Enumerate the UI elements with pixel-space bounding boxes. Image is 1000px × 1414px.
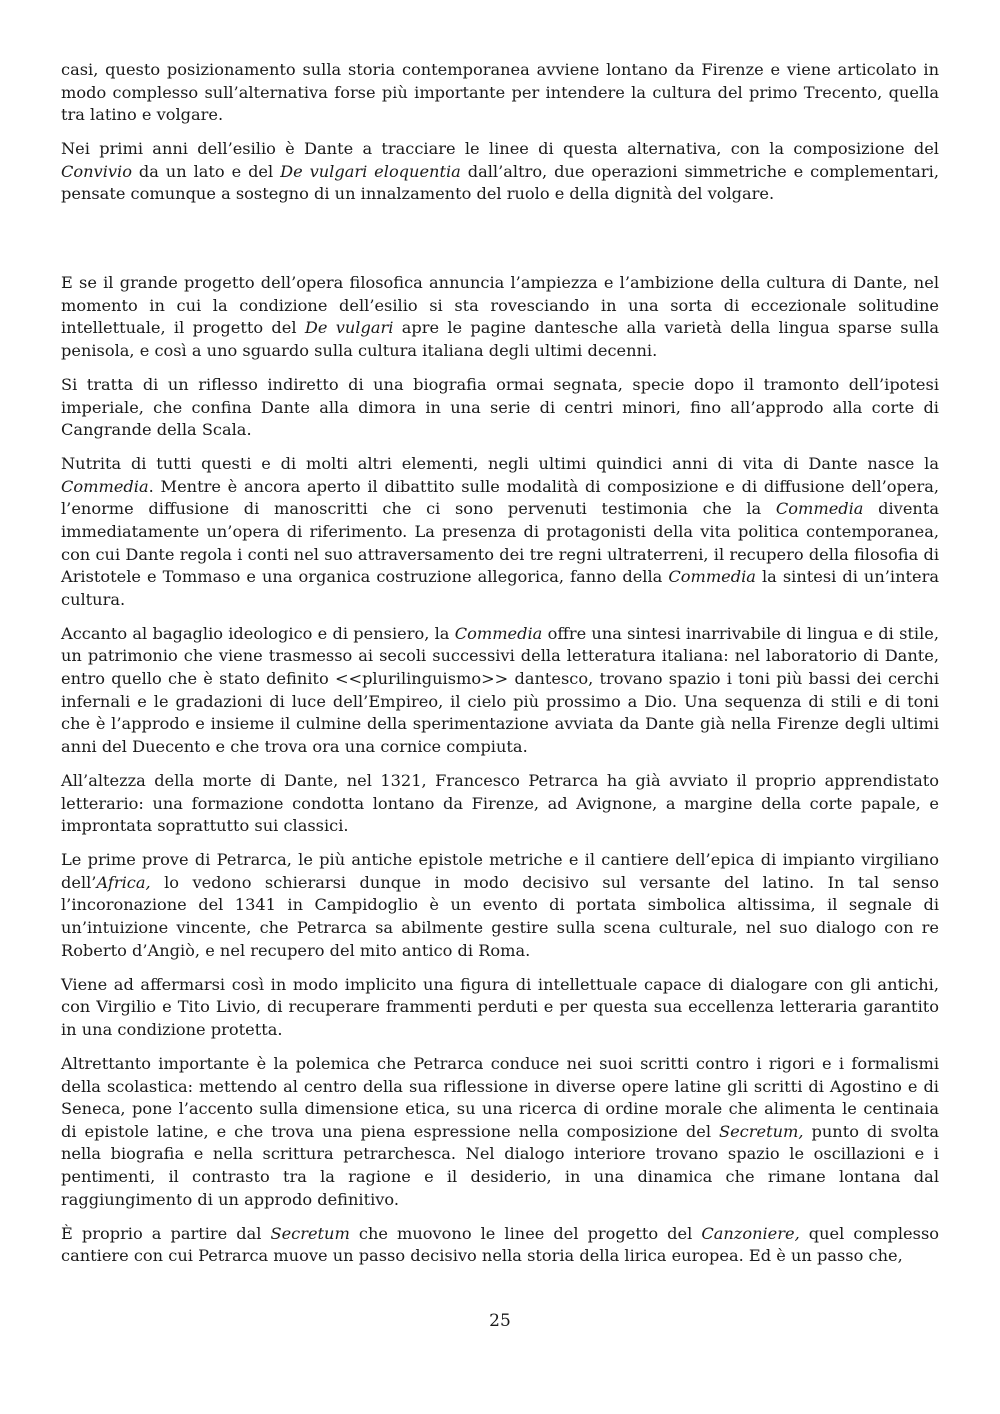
paragraph: E se il grande progetto dell’opera filosofica annuncia l’ampiezza e l’ambizione della cultura di Dante, nel momento in cui la condizione dell’esilio si sta rovesciando in una sorta di eccezionale solitudine intellettuale, il progetto del De vulgari apre le pagine dantesche alla varietà della lingua sparse sulla penisola, e così a uno sguardo sulla cultura italiana degli ultimi decenni. [61, 273, 939, 360]
paragraph: Si tratta di un riflesso indiretto di una biografia ormai segnata, specie dopo il tramonto dell’ipotesi imperiale, che confina Dante alla dimora in una serie di centri minori, fino all’approdo alla corte di Cangrande della Scala. [61, 374, 939, 440]
italic-title: Commedia [454, 623, 543, 643]
paragraph: All’altezza della morte di Dante, nel 1321, Francesco Petrarca ha già avviato il proprio apprendistato letterario: una formazione condotta lontano da Firenze, ad Avignone, a margine della corte papale, e improntata soprattutto sui classici. [61, 770, 939, 836]
italic-title: Africa, [96, 872, 151, 892]
italic-title: Commedia [775, 499, 864, 519]
paragraph: Nei primi anni dell’esilio è Dante a tracciare le linee di questa alternativa, con la composizione del Convivio da un lato e del De vulgari eloquentia dall’altro, due operazioni simmetriche e complementari, pensate comunque a sostegno di un innalzamento del ruolo e della dignità del volgare. [61, 139, 939, 204]
italic-title: Canzoniere, [701, 1223, 800, 1243]
paragraph: È proprio a partire dal Secretum che muovono le linee del progetto del Canzoniere, quel complesso cantiere con cui Petrarca muove un passo decisivo nella storia della lirica europea. Ed è un passo che, [61, 1223, 939, 1266]
paragraph: Altrettanto importante è la polemica che Petrarca conduce nei suoi scritti contro i rigori e i formalismi della scolastica: mettendo al centro della sua riflessione in diverse opere latine gli scritti di Agostino e di Seneca, pone l’accento sulla dimensione etica, su una ricerca di ordine morale che alimenta le centinaia di epistole latine, e che trova una piena espressione nella composizione del Secretum, punto di svolta nella biografia e nella scrittura petrarchesca. Nel dialogo interiore trovano spazio le oscillazioni e i pentimenti, il contrasto tra la ragione e il desiderio, in una dinamica che rimane lontana dal raggiungimento di un approdo definitivo. [61, 1053, 939, 1209]
paragraph: Nutrita di tutti questi e di molti altri elementi, negli ultimi quindici anni di vita di Dante nasce la Commedia. Mentre è ancora aperto il dibattito sulle modalità di composizione e di diffusione dell’opera, l’enorme diffusione di manoscritti che ci sono pervenuti testimonia che la Commedia diventa immediatamente un’opera di riferimento. La presenza di protagonisti della vita politica contemporanea, con cui Dante regola i conti nel suo attraversamento dei tre regni ultraterreni, il recupero della filosofia di Aristotele e Tommaso e una organica costruzione allegorica, fanno della Commedia la sintesi di un’intera cultura. [61, 454, 939, 609]
paragraph: Accanto al bagaglio ideologico e di pensiero, la Commedia offre una sintesi inarrivabile di lingua e di stile, un patrimonio che viene trasmesso ai secoli successivi della letteratura italiana: nel laboratorio di Dante, entro quello che è stato definito <<plurilinguismo>> dantesco, trovano spazio i toni più bassi dei cerchi infernali e le gradazioni di luce dell’Empireo, il cielo più prossimo a Dio. Una sequenza di stili e di toni che è l’approdo e insieme il culmine della sperimentazione avviata da Dante già nella Firenze degli ultimi anni del Duecento e che trova ora una cornice compiuta. [61, 623, 940, 756]
paragraph: Le prime prove di Petrarca, le più antiche epistole metriche e il cantiere dell’epica di impianto virgiliano dell’Africa, lo vedono schierarsi dunque in modo decisivo sul versante del latino. In tal senso l’incoronazione del 1341 in Campidoglio è un evento di portata simbolica altissima, il segnale di un’intuizione vincente, che Petrarca sa abilmente gestire sulla scena culturale, nel suo dialogo con re Roberto d’Angiò, e nel recupero del mito antico di Roma. [61, 850, 939, 960]
paragraph: casi, questo posizionamento sulla storia contemporanea avviene lontano da Firenze e viene articolato in modo complesso sull’alternativa forse più importante per intendere la cultura del primo Trecento, quella tra latino e volgare. [61, 60, 939, 125]
italic-title: De vulgari [304, 318, 394, 338]
page-number: 25 [489, 1311, 511, 1331]
italic-title: Commedia [61, 476, 149, 496]
italic-title: De vulgari eloquentia [280, 161, 461, 181]
page-body [61, 59, 939, 1279]
italic-title: Commedia [668, 567, 756, 587]
italic-title: Convivio [61, 161, 132, 181]
italic-title: Secretum [270, 1223, 350, 1243]
paragraph: Viene ad affermarsi così in modo implicito una figura di intellettuale capace di dialogare con gli antichi, con Virgilio e Tito Livio, di recuperare frammenti perduti e per questa sua eccellenza letteraria garantito in una condizione protetta. [61, 974, 939, 1039]
italic-title: Secretum, [719, 1121, 804, 1141]
